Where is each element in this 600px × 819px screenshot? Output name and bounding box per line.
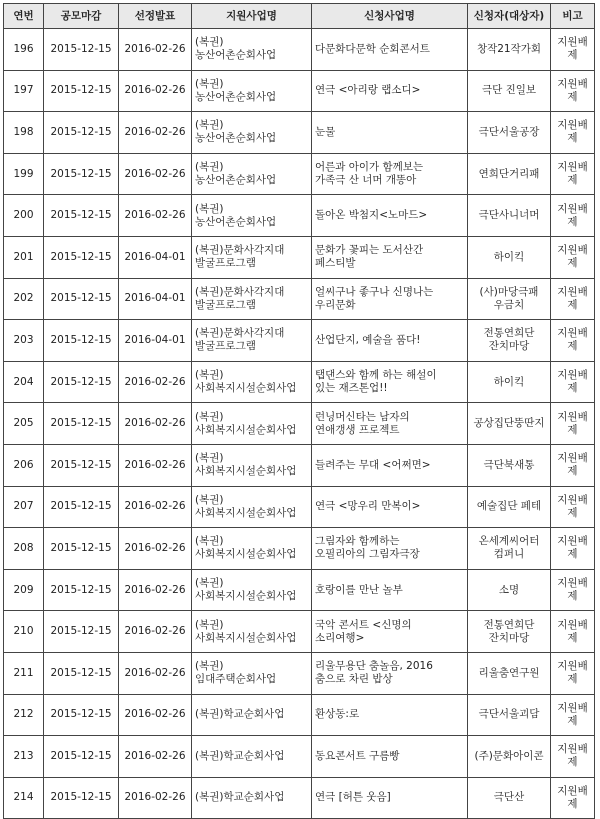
project-cell xyxy=(312,486,468,528)
deadline-cell: 2015-12-15 xyxy=(44,29,119,71)
program-cell-line: (복권)학교순회사업 xyxy=(195,708,285,721)
project-cell-line: 연극 [허튼 웃음] xyxy=(315,791,391,804)
row-number: 200 xyxy=(4,195,44,237)
project-cell xyxy=(312,112,468,154)
program-cell-line: (복권) xyxy=(195,618,224,631)
project-cell-line: 있는 재즈톤업!! xyxy=(315,382,388,395)
program-cell-line: 농산어촌순회사업 xyxy=(195,215,277,228)
program-cell xyxy=(192,444,312,486)
note-cell: 지원배제 xyxy=(551,736,595,778)
table-row xyxy=(4,278,595,320)
program-cell xyxy=(192,736,312,778)
project-cell xyxy=(312,652,468,694)
announce-cell: 2016-02-26 xyxy=(119,29,192,71)
header-note: 비고 xyxy=(551,4,595,29)
row-number: 212 xyxy=(4,694,44,736)
project-cell-line: 문화가 꽃피는 도서산간 xyxy=(315,244,424,257)
deadline-cell: 2015-12-15 xyxy=(44,320,119,362)
program-cell xyxy=(192,486,312,528)
program-cell-line: 발굴프로그램 xyxy=(195,257,256,270)
project-cell-line: 런닝머신타는 남자의 xyxy=(315,410,410,423)
note-cell: 지원배제 xyxy=(551,694,595,736)
project-cell-line: 연극 <망우리 만복이> xyxy=(315,500,421,513)
project-cell xyxy=(312,611,468,653)
program-cell xyxy=(192,278,312,320)
note-cell: 지원배제 xyxy=(551,361,595,403)
program-cell-line: 발굴프로그램 xyxy=(195,340,256,353)
project-cell xyxy=(312,29,468,71)
program-cell xyxy=(192,528,312,570)
applicant-cell xyxy=(468,153,551,195)
program-cell-line: (복권) xyxy=(195,161,224,174)
deadline-cell: 2015-12-15 xyxy=(44,278,119,320)
table-row xyxy=(4,112,595,154)
project-cell xyxy=(312,528,468,570)
program-cell-line: (복권)학교순회사업 xyxy=(195,791,285,804)
table-row xyxy=(4,195,595,237)
note-cell: 지원배제 xyxy=(551,195,595,237)
program-cell-line: 사회복지시설순회사업 xyxy=(195,548,297,561)
project-cell xyxy=(312,777,468,819)
program-cell-line: (복권) xyxy=(195,202,224,215)
project-cell xyxy=(312,70,468,112)
note-cell: 지원배제 xyxy=(551,486,595,528)
applicant-cell xyxy=(468,652,551,694)
note-cell: 지원배제 xyxy=(551,29,595,71)
deadline-cell: 2015-12-15 xyxy=(44,652,119,694)
table-row xyxy=(4,29,595,71)
announce-cell: 2016-04-01 xyxy=(119,278,192,320)
applicant-cell-line: 온세계씨어터 xyxy=(478,535,540,548)
applicant-cell xyxy=(468,320,551,362)
announce-cell: 2016-02-26 xyxy=(119,195,192,237)
applicant-cell xyxy=(468,195,551,237)
announce-cell: 2016-02-26 xyxy=(119,694,192,736)
project-cell-line: 환상동:로 xyxy=(315,708,360,721)
table-row xyxy=(4,361,595,403)
applicant-cell xyxy=(468,236,551,278)
row-number: 213 xyxy=(4,736,44,778)
applicant-cell-line: 극단북새통 xyxy=(483,458,535,471)
project-cell-line: 들려주는 무대 <어쩌면> xyxy=(315,458,431,471)
table-row xyxy=(4,528,595,570)
row-number: 205 xyxy=(4,403,44,445)
row-number: 209 xyxy=(4,569,44,611)
program-cell-line: (복권) xyxy=(195,36,224,49)
announce-cell: 2016-02-26 xyxy=(119,70,192,112)
announce-cell: 2016-02-26 xyxy=(119,361,192,403)
program-cell-line: (복권) xyxy=(195,535,224,548)
project-cell xyxy=(312,694,468,736)
project-cell-line: 호랑이를 만난 놀부 xyxy=(315,583,403,596)
program-cell-line: 농산어촌순회사업 xyxy=(195,174,277,187)
project-cell-line: 리울무용단 춤놀음, 2016 xyxy=(315,660,433,673)
note-cell: 지원배제 xyxy=(551,569,595,611)
applicant-cell-line: 컴퍼니 xyxy=(493,548,525,561)
applicant-cell xyxy=(468,403,551,445)
applicant-cell-line: (사)마당극패 xyxy=(479,285,539,298)
announce-cell: 2016-02-26 xyxy=(119,153,192,195)
project-cell xyxy=(312,569,468,611)
table-row xyxy=(4,652,595,694)
deadline-cell: 2015-12-15 xyxy=(44,444,119,486)
row-number: 210 xyxy=(4,611,44,653)
project-cell-line: 탭댄스와 함께 하는 해설이 xyxy=(315,369,437,382)
program-cell-line: (복권) xyxy=(195,77,224,90)
applicant-cell-line: 극단사니너머 xyxy=(478,209,540,222)
applicant-cell-line: 하이킥 xyxy=(493,375,525,388)
note-cell: 지원배제 xyxy=(551,611,595,653)
table-row xyxy=(4,70,595,112)
note-cell: 지원배제 xyxy=(551,70,595,112)
program-cell xyxy=(192,361,312,403)
deadline-cell: 2015-12-15 xyxy=(44,403,119,445)
program-cell-line: 사회복지시설순회사업 xyxy=(195,631,297,644)
support-exclusion-table xyxy=(3,3,595,819)
program-cell xyxy=(192,403,312,445)
row-number: 202 xyxy=(4,278,44,320)
deadline-cell: 2015-12-15 xyxy=(44,694,119,736)
table-row xyxy=(4,611,595,653)
project-cell-line: 다문화다문학 순회콘서트 xyxy=(315,42,430,55)
program-cell xyxy=(192,777,312,819)
applicant-cell-line: 극단 진일보 xyxy=(481,84,537,97)
project-cell xyxy=(312,320,468,362)
program-cell-line: (복권) xyxy=(195,452,224,465)
project-cell xyxy=(312,153,468,195)
row-number: 211 xyxy=(4,652,44,694)
deadline-cell: 2015-12-15 xyxy=(44,528,119,570)
deadline-cell: 2015-12-15 xyxy=(44,777,119,819)
row-number: 199 xyxy=(4,153,44,195)
project-cell-line: 국악 콘서트 <신명의 xyxy=(315,618,412,631)
note-cell: 지원배제 xyxy=(551,278,595,320)
project-cell-line: 돌아온 박첨지<노마드> xyxy=(315,209,428,222)
program-cell-line: 농산어촌순회사업 xyxy=(195,90,277,103)
announce-cell: 2016-02-26 xyxy=(119,486,192,528)
applicant-cell xyxy=(468,486,551,528)
program-cell-line: (복권)학교순회사업 xyxy=(195,749,285,762)
row-number: 197 xyxy=(4,70,44,112)
applicant-cell xyxy=(468,777,551,819)
note-cell: 지원배제 xyxy=(551,112,595,154)
program-cell-line: 발굴프로그램 xyxy=(195,298,256,311)
program-cell-line: 농산어촌순회사업 xyxy=(195,132,277,145)
applicant-cell xyxy=(468,444,551,486)
table-row xyxy=(4,777,595,819)
project-cell-line: 가족극 산 너머 개똥아 xyxy=(315,174,417,187)
project-cell xyxy=(312,195,468,237)
announce-cell: 2016-02-26 xyxy=(119,569,192,611)
applicant-cell-line: 연희단거리패 xyxy=(478,167,540,180)
applicant-cell-line: 극단서울괴담 xyxy=(478,708,540,721)
row-number: 203 xyxy=(4,320,44,362)
applicant-cell xyxy=(468,569,551,611)
applicant-cell xyxy=(468,29,551,71)
table-row xyxy=(4,569,595,611)
row-number: 206 xyxy=(4,444,44,486)
applicant-cell xyxy=(468,112,551,154)
applicant-cell-line: 예술집단 페테 xyxy=(476,500,542,513)
announce-cell: 2016-02-26 xyxy=(119,611,192,653)
project-cell xyxy=(312,361,468,403)
applicant-cell-line: 우금치 xyxy=(493,298,525,311)
program-cell-line: (복권) xyxy=(195,660,224,673)
program-cell-line: (복권) xyxy=(195,119,224,132)
announce-cell: 2016-02-26 xyxy=(119,444,192,486)
row-number: 204 xyxy=(4,361,44,403)
program-cell-line: 사회복지시설순회사업 xyxy=(195,382,297,395)
announce-cell: 2016-02-26 xyxy=(119,777,192,819)
deadline-cell: 2015-12-15 xyxy=(44,70,119,112)
announce-cell: 2016-04-01 xyxy=(119,236,192,278)
header-row xyxy=(4,4,595,29)
project-cell-line: 연애갱생 프로젝트 xyxy=(315,423,400,436)
project-cell xyxy=(312,236,468,278)
program-cell xyxy=(192,70,312,112)
applicant-cell xyxy=(468,694,551,736)
applicant-cell xyxy=(468,278,551,320)
project-cell-line: 우리문화 xyxy=(315,298,356,311)
applicant-cell-line: 소명 xyxy=(498,583,520,596)
project-cell xyxy=(312,403,468,445)
row-number: 198 xyxy=(4,112,44,154)
program-cell xyxy=(192,153,312,195)
program-cell-line: (복권)문화사각지대 xyxy=(195,327,285,340)
note-cell: 지원배제 xyxy=(551,528,595,570)
deadline-cell: 2015-12-15 xyxy=(44,153,119,195)
deadline-cell: 2015-12-15 xyxy=(44,195,119,237)
project-cell-line: 산업단지, 예술을 품다! xyxy=(315,333,421,346)
program-cell-line: (복권)문화사각지대 xyxy=(195,285,285,298)
header-announce: 선정발표 xyxy=(119,4,192,29)
announce-cell: 2016-02-26 xyxy=(119,736,192,778)
table-row xyxy=(4,403,595,445)
program-cell-line: 농산어촌순회사업 xyxy=(195,49,277,62)
table-row xyxy=(4,153,595,195)
table-row xyxy=(4,736,595,778)
note-cell: 지원배제 xyxy=(551,236,595,278)
program-cell xyxy=(192,569,312,611)
program-cell-line: (복권) xyxy=(195,493,224,506)
project-cell-line: 연극 <아리랑 랩소디> xyxy=(315,84,421,97)
row-number: 201 xyxy=(4,236,44,278)
program-cell-line: 사회복지시설순회사업 xyxy=(195,423,297,436)
deadline-cell: 2015-12-15 xyxy=(44,361,119,403)
project-cell-line: 어른과 아이가 함께보는 xyxy=(315,161,424,174)
header-applicant: 신청자(대상자) xyxy=(468,4,551,29)
table-row xyxy=(4,444,595,486)
program-cell xyxy=(192,236,312,278)
note-cell: 지원배제 xyxy=(551,320,595,362)
project-cell-line: 동요콘서트 구름빵 xyxy=(315,749,400,762)
project-cell-line: 페스티발 xyxy=(315,257,356,270)
project-cell-line: 소리여행> xyxy=(315,631,365,644)
note-cell: 지원배제 xyxy=(551,777,595,819)
applicant-cell-line: 잔치마당 xyxy=(488,340,530,353)
table-row xyxy=(4,694,595,736)
project-cell-line: 춤으로 차린 밥상 xyxy=(315,673,393,686)
project-cell-line: 얼씨구나 좋구나 신명나는 xyxy=(315,285,434,298)
project-cell xyxy=(312,736,468,778)
applicant-cell xyxy=(468,611,551,653)
project-cell-line: 그림자와 함께하는 xyxy=(315,535,400,548)
header-project: 신청사업명 xyxy=(312,4,468,29)
note-cell: 지원배제 xyxy=(551,153,595,195)
applicant-cell xyxy=(468,70,551,112)
program-cell-line: (복권) xyxy=(195,369,224,382)
applicant-cell-line: 전통연희단 xyxy=(483,327,535,340)
deadline-cell: 2015-12-15 xyxy=(44,569,119,611)
program-cell xyxy=(192,694,312,736)
program-cell-line: 임대주택순회사업 xyxy=(195,673,277,686)
table-row xyxy=(4,486,595,528)
applicant-cell-line: 리울춤연구원 xyxy=(478,666,540,679)
project-cell-line: 오필리아의 그림자극장 xyxy=(315,548,420,561)
applicant-cell-line: 극단서울공장 xyxy=(478,125,540,138)
table-row xyxy=(4,320,595,362)
applicant-cell-line: 전통연희단 xyxy=(483,618,535,631)
table-row xyxy=(4,236,595,278)
deadline-cell: 2015-12-15 xyxy=(44,736,119,778)
row-number: 207 xyxy=(4,486,44,528)
applicant-cell-line: 공상집단뚱딴지 xyxy=(473,417,545,430)
deadline-cell: 2015-12-15 xyxy=(44,236,119,278)
program-cell xyxy=(192,112,312,154)
row-number: 196 xyxy=(4,29,44,71)
program-cell-line: 사회복지시설순회사업 xyxy=(195,506,297,519)
applicant-cell-line: 하이킥 xyxy=(493,250,525,263)
announce-cell: 2016-02-26 xyxy=(119,528,192,570)
program-cell xyxy=(192,652,312,694)
project-cell xyxy=(312,444,468,486)
note-cell: 지원배제 xyxy=(551,403,595,445)
announce-cell: 2016-02-26 xyxy=(119,652,192,694)
program-cell-line: (복권)문화사각지대 xyxy=(195,244,285,257)
deadline-cell: 2015-12-15 xyxy=(44,112,119,154)
program-cell xyxy=(192,29,312,71)
row-number: 208 xyxy=(4,528,44,570)
program-cell xyxy=(192,611,312,653)
project-cell xyxy=(312,278,468,320)
program-cell xyxy=(192,195,312,237)
program-cell-line: (복권) xyxy=(195,577,224,590)
deadline-cell: 2015-12-15 xyxy=(44,611,119,653)
applicant-cell-line: 창작21작가회 xyxy=(476,42,542,55)
header-no: 연번 xyxy=(4,4,44,29)
deadline-cell: 2015-12-15 xyxy=(44,486,119,528)
applicant-cell-line: 잔치마당 xyxy=(488,631,530,644)
announce-cell: 2016-02-26 xyxy=(119,403,192,445)
announce-cell: 2016-04-01 xyxy=(119,320,192,362)
applicant-cell-line: 극단산 xyxy=(493,791,525,804)
note-cell: 지원배제 xyxy=(551,444,595,486)
program-cell-line: 사회복지시설순회사업 xyxy=(195,465,297,478)
announce-cell: 2016-02-26 xyxy=(119,112,192,154)
program-cell xyxy=(192,320,312,362)
row-number: 214 xyxy=(4,777,44,819)
program-cell-line: 사회복지시설순회사업 xyxy=(195,590,297,603)
program-cell-line: (복권) xyxy=(195,410,224,423)
project-cell-line: 눈물 xyxy=(315,125,336,138)
applicant-cell xyxy=(468,736,551,778)
header-deadline: 공모마감 xyxy=(44,4,119,29)
header-program: 지원사업명 xyxy=(192,4,312,29)
note-cell: 지원배제 xyxy=(551,652,595,694)
applicant-cell xyxy=(468,361,551,403)
applicant-cell xyxy=(468,528,551,570)
applicant-cell-line: (주)문화아이콘 xyxy=(474,749,544,762)
